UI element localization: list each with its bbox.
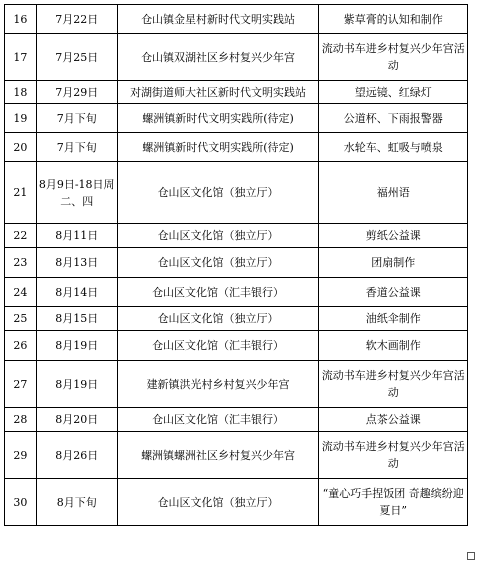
row-number-cell: 30 xyxy=(5,479,37,526)
table-row xyxy=(5,224,468,248)
date-cell: 8月下旬 xyxy=(36,479,117,526)
activity-cell: 点茶公益课 xyxy=(319,408,468,432)
row-number-cell: 21 xyxy=(5,162,37,224)
row-number-cell: 20 xyxy=(5,133,37,162)
table-row xyxy=(5,278,468,307)
table-body xyxy=(5,5,468,526)
table-row xyxy=(5,307,468,331)
date-cell: 8月19日 xyxy=(36,361,117,408)
date-cell: 8月14日 xyxy=(36,278,117,307)
row-number-cell: 16 xyxy=(5,5,37,34)
activity-cell: 公道杯、下雨报警器 xyxy=(319,104,468,133)
row-number-cell: 18 xyxy=(5,81,37,104)
venue-cell: 仓山区文化馆（汇丰银行） xyxy=(117,331,319,361)
date-cell: 7月25日 xyxy=(36,34,117,81)
activity-cell: 紫草膏的认知和制作 xyxy=(319,5,468,34)
activity-cell: 望远镜、红绿灯 xyxy=(319,81,468,104)
venue-cell: 仓山镇双湖社区乡村复兴少年宫 xyxy=(117,34,319,81)
row-number-cell: 26 xyxy=(5,331,37,361)
venue-cell: 仓山区文化馆（独立厅） xyxy=(117,224,319,248)
activity-cell: 水轮车、虹吸与喷泉 xyxy=(319,133,468,162)
venue-cell: 仓山区文化馆（独立厅） xyxy=(117,248,319,278)
table-row xyxy=(5,133,468,162)
activity-cell: 油纸伞制作 xyxy=(319,307,468,331)
table-row xyxy=(5,81,468,104)
date-cell: 7月下旬 xyxy=(36,104,117,133)
activity-cell: 流动书车进乡村复兴少年宫活动 xyxy=(319,361,468,408)
row-number-cell: 22 xyxy=(5,224,37,248)
row-number-cell: 17 xyxy=(5,34,37,81)
table-row xyxy=(5,361,468,408)
activity-cell: 团扇制作 xyxy=(319,248,468,278)
row-number-cell: 19 xyxy=(5,104,37,133)
row-number-cell: 28 xyxy=(5,408,37,432)
venue-cell: 建新镇洪光村乡村复兴少年宫 xyxy=(117,361,319,408)
table-resize-handle[interactable] xyxy=(467,552,475,560)
venue-cell: 仓山区文化馆（独立厅） xyxy=(117,162,319,224)
row-number-cell: 24 xyxy=(5,278,37,307)
table-row xyxy=(5,248,468,278)
activity-cell: 剪纸公益课 xyxy=(319,224,468,248)
row-number-cell: 27 xyxy=(5,361,37,408)
row-number-cell: 29 xyxy=(5,432,37,479)
activity-schedule-table xyxy=(4,4,468,526)
activity-cell: 流动书车进乡村复兴少年宫活动 xyxy=(319,432,468,479)
date-cell: 8月20日 xyxy=(36,408,117,432)
date-cell: 8月9日-18日周二、四 xyxy=(36,162,117,224)
table-row xyxy=(5,331,468,361)
venue-cell: 螺洲镇新时代文明实践所(待定) xyxy=(117,104,319,133)
venue-cell: 仓山区文化馆（独立厅） xyxy=(117,479,319,526)
table-row xyxy=(5,5,468,34)
table-row xyxy=(5,408,468,432)
venue-cell: 螺洲镇螺洲社区乡村复兴少年宫 xyxy=(117,432,319,479)
activity-cell: 软木画制作 xyxy=(319,331,468,361)
date-cell: 8月15日 xyxy=(36,307,117,331)
row-number-cell: 23 xyxy=(5,248,37,278)
activity-cell: “童心巧手捏饭团 奇趣缤纷迎夏日” xyxy=(319,479,468,526)
date-cell: 8月11日 xyxy=(36,224,117,248)
date-cell: 8月26日 xyxy=(36,432,117,479)
venue-cell: 仓山区文化馆（汇丰银行） xyxy=(117,408,319,432)
date-cell: 7月22日 xyxy=(36,5,117,34)
table-row xyxy=(5,432,468,479)
date-cell: 8月19日 xyxy=(36,331,117,361)
venue-cell: 仓山区文化馆（独立厅） xyxy=(117,307,319,331)
table-row xyxy=(5,104,468,133)
table-row xyxy=(5,34,468,81)
date-cell: 7月下旬 xyxy=(36,133,117,162)
venue-cell: 螺洲镇新时代文明实践所(待定) xyxy=(117,133,319,162)
date-cell: 8月13日 xyxy=(36,248,117,278)
table-row xyxy=(5,162,468,224)
activity-cell: 流动书车进乡村复兴少年宫活动 xyxy=(319,34,468,81)
venue-cell: 仓山区文化馆（汇丰银行） xyxy=(117,278,319,307)
date-cell: 7月29日 xyxy=(36,81,117,104)
table-row xyxy=(5,479,468,526)
row-number-cell: 25 xyxy=(5,307,37,331)
venue-cell: 仓山镇金星村新时代文明实践站 xyxy=(117,5,319,34)
venue-cell: 对湖街道师大社区新时代文明实践站 xyxy=(117,81,319,104)
activity-cell: 福州语 xyxy=(319,162,468,224)
activity-cell: 香道公益课 xyxy=(319,278,468,307)
